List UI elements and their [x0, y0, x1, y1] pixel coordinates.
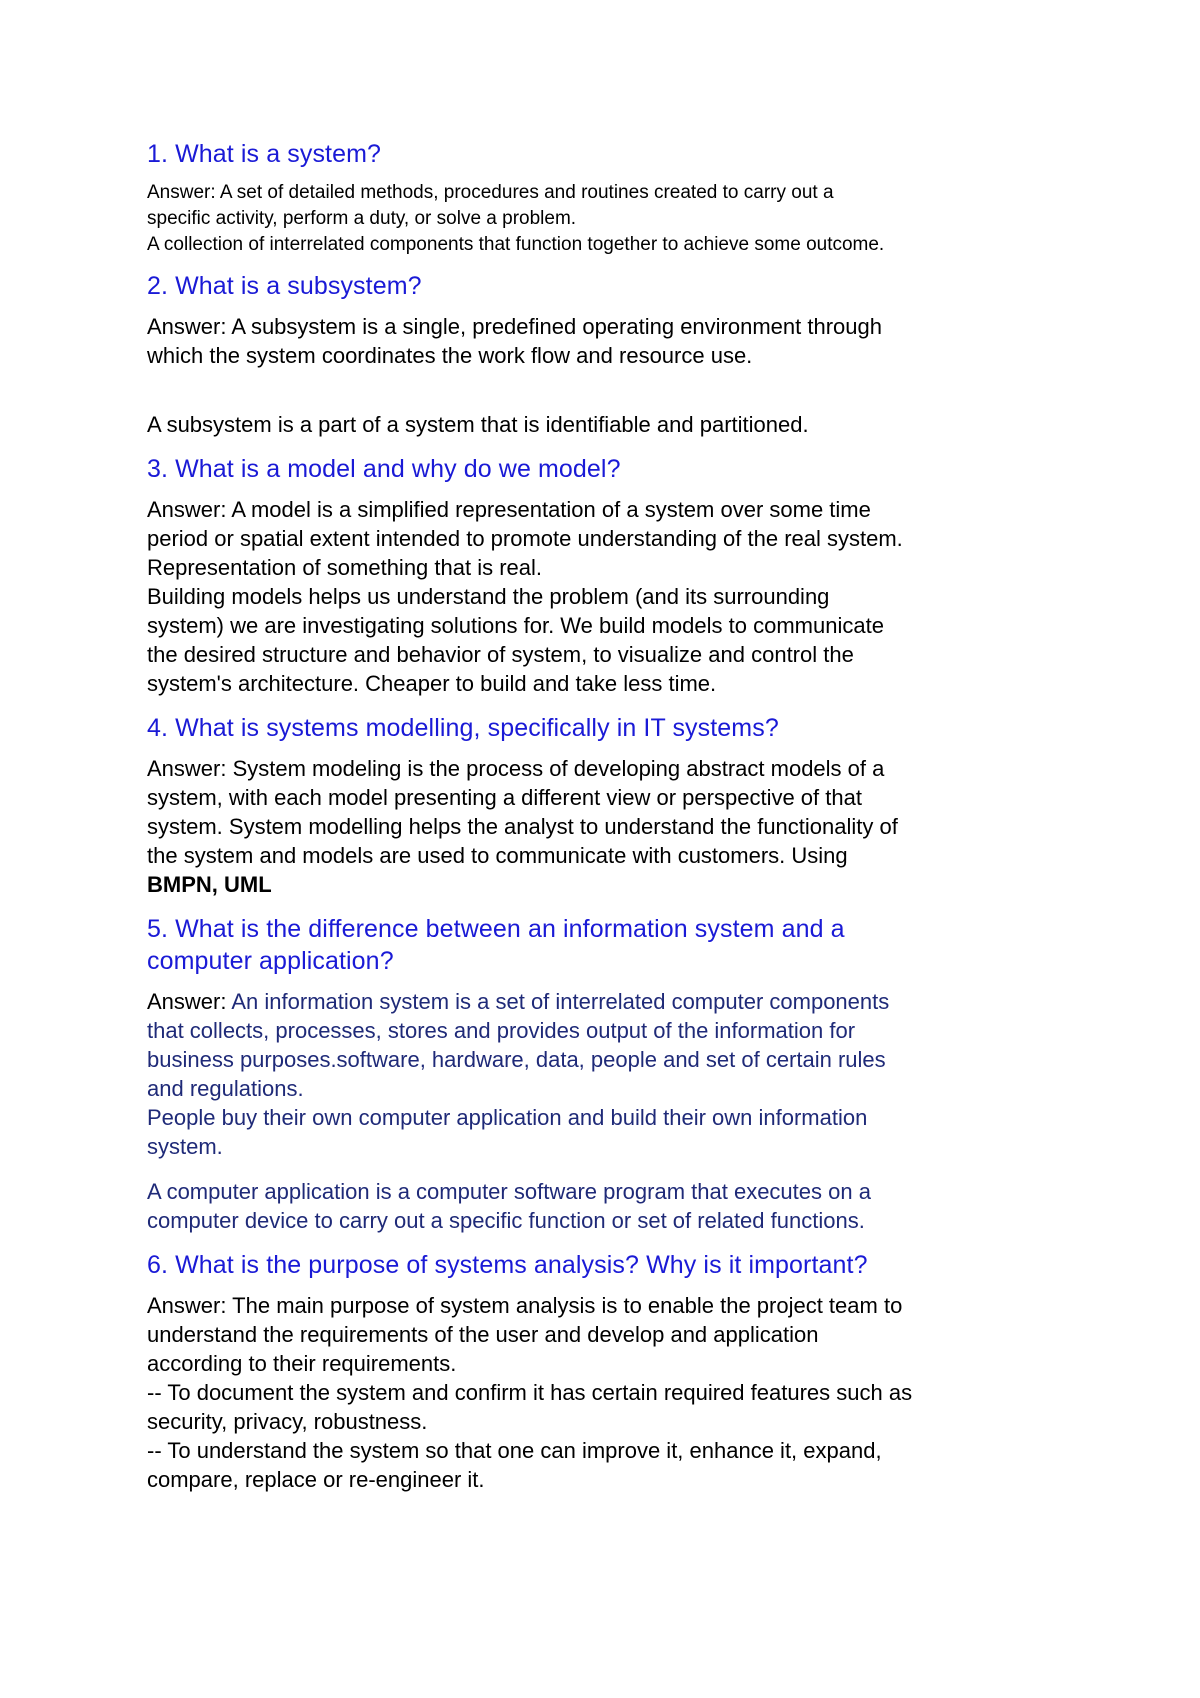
answer-line: system. System modelling helps the analyst to understand the functionality of [147, 814, 898, 839]
question-1-answer [147, 180, 1077, 258]
question-1-heading: 1. What is a system? [147, 140, 382, 168]
answer-line: compare, replace or re-engineer it. [147, 1467, 485, 1492]
answer-line: Building models helps us understand the problem (and its surrounding [147, 584, 830, 609]
answer-line: A subsystem is a part of a system that is identifiable and partitioned. [147, 412, 809, 437]
answer-line: the system and models are used to communicate with customers. Using [147, 843, 848, 868]
answer-line: according to their requirements. [147, 1351, 457, 1376]
answer-line: -- To understand the system so that one can improve it, enhance it, expand, [147, 1438, 882, 1463]
answer-text: An information system is a set of interrelated computer components [226, 989, 890, 1014]
answer-line: understand the requirements of the user and develop and application [147, 1322, 819, 1347]
answer-label: Answer: [147, 989, 227, 1014]
question-3-answer [147, 495, 1077, 698]
document-page [147, 138, 1077, 1494]
question-4-heading: 4. What is systems modelling, specifically in IT systems? [147, 714, 779, 742]
question-3-heading: 3. What is a model and why do we model? [147, 455, 621, 483]
answer-line: A computer application is a computer software program that executes on a [147, 1179, 871, 1204]
answer-line: system) we are investigating solutions for. We build models to communicate [147, 613, 884, 638]
answer-line: system, with each model presenting a different view or perspective of that [147, 785, 862, 810]
answer-line: that collects, processes, stores and provides output of the information for [147, 1018, 856, 1043]
question-2-answer [147, 312, 1077, 439]
answer-line: specific activity, perform a duty, or solve a problem. [147, 208, 577, 229]
answer-line: Representation of something that is real. [147, 555, 543, 580]
bold-text: BMPN, UML [147, 872, 272, 897]
answer-line: computer device to carry out a specific function or set of related functions. [147, 1208, 865, 1233]
answer-line: system's architecture. Cheaper to build and take less time. [147, 671, 717, 696]
answer-line: and regulations. [147, 1076, 304, 1101]
question-6-answer [147, 1291, 1077, 1494]
answer-line: business purposes.software, hardware, data, people and set of certain rules [147, 1047, 886, 1072]
question-4-answer [147, 754, 1077, 899]
answer-line: Answer: A subsystem is a single, predefined operating environment through [147, 314, 882, 339]
answer-line: the desired structure and behavior of system, to visualize and control the [147, 642, 854, 667]
question-5-heading [147, 913, 1077, 977]
answer-line: A collection of interrelated components that function together to achieve some outcome. [147, 234, 885, 255]
answer-line [147, 987, 1077, 1016]
answer-line: Answer: The main purpose of system analysis is to enable the project team to [147, 1293, 903, 1318]
answer-line: security, privacy, robustness. [147, 1409, 428, 1434]
answer-line: Answer: System modeling is the process of developing abstract models of a [147, 756, 885, 781]
answer-line: which the system coordinates the work flow and resource use. [147, 343, 753, 368]
answer-line: period or spatial extent intended to promote understanding of the real system. [147, 526, 903, 551]
answer-line: Answer: A set of detailed methods, procedures and routines created to carry out a [147, 182, 834, 203]
heading-line: 5. What is the difference between an information system and a [147, 915, 845, 943]
question-5-answer [147, 987, 1077, 1235]
heading-line: computer application? [147, 947, 394, 975]
question-2-heading: 2. What is a subsystem? [147, 272, 422, 300]
answer-line: system. [147, 1134, 223, 1159]
answer-line: People buy their own computer application and build their own information [147, 1105, 868, 1130]
answer-line-bold [147, 870, 1077, 899]
answer-line: -- To document the system and confirm it has certain required features such as [147, 1380, 913, 1405]
answer-line: Answer: A model is a simplified representation of a system over some time [147, 497, 871, 522]
question-6-heading: 6. What is the purpose of systems analysis? Why is it important? [147, 1251, 868, 1279]
